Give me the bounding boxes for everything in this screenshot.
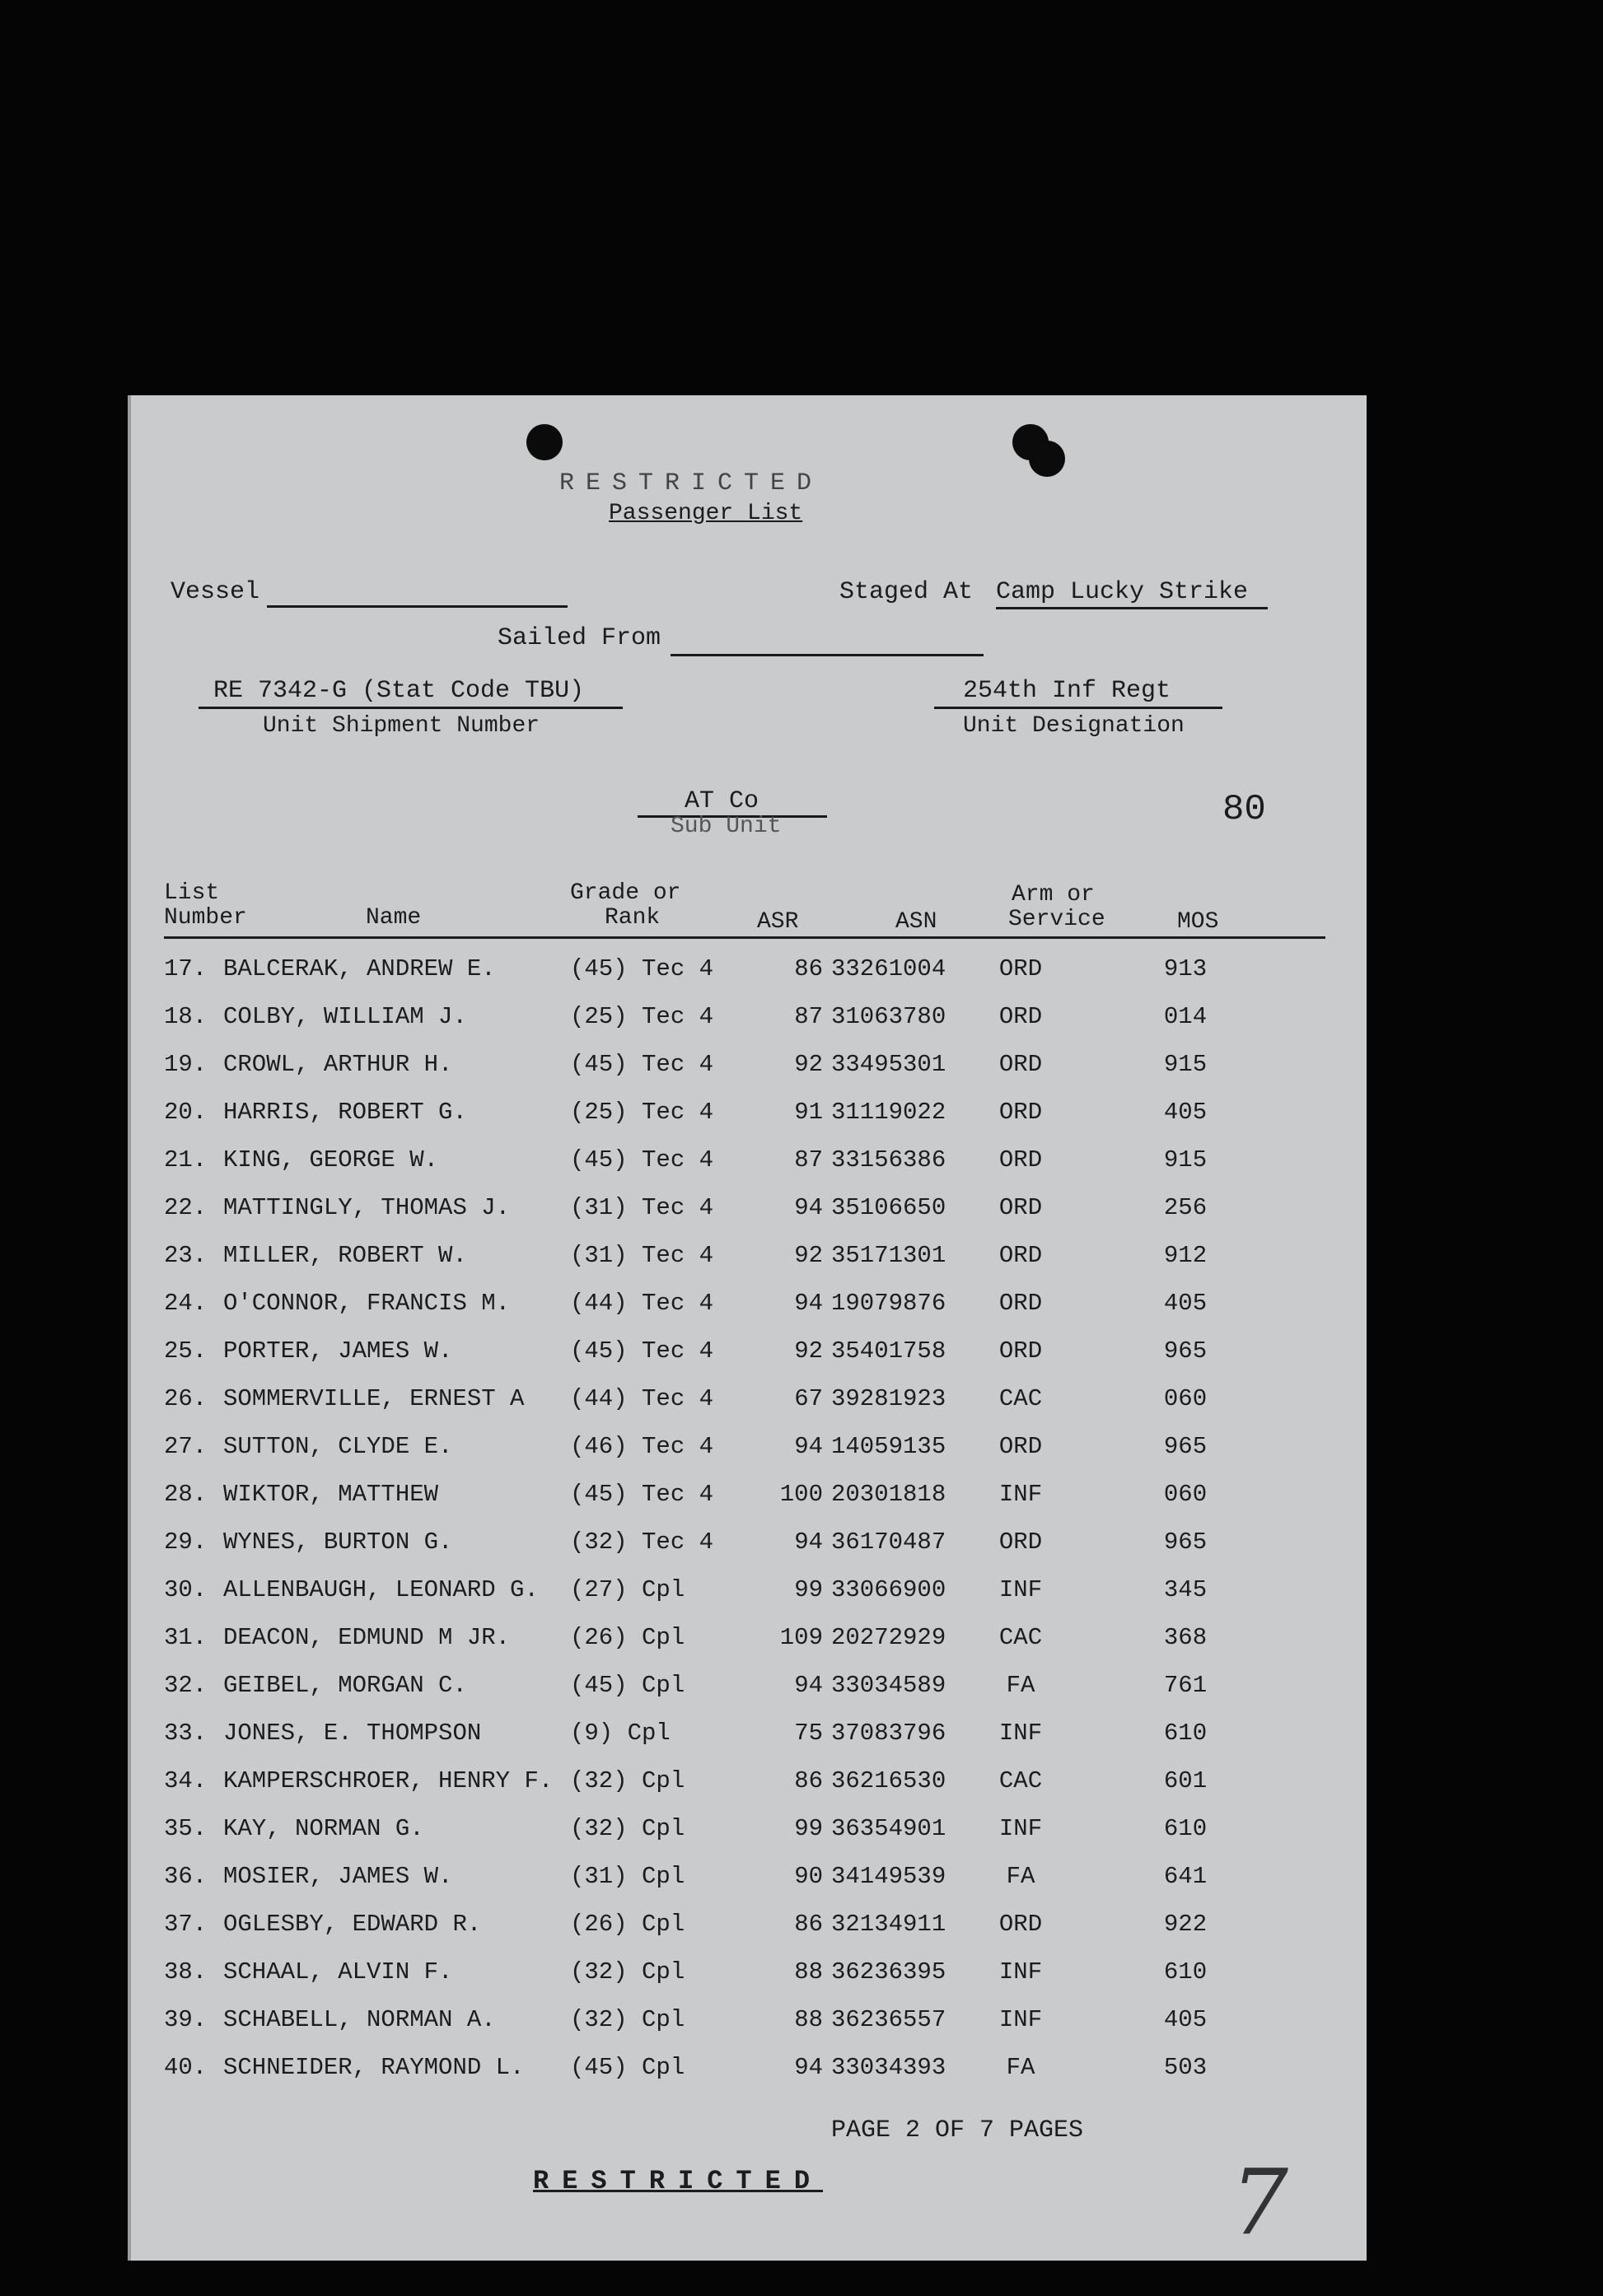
- table-row: 32. GEIBEL, MORGAN C. (45) Cpl 94 33034589 FA 761: [164, 1672, 1208, 1699]
- shipment-label: Unit Shipment Number: [263, 713, 540, 739]
- shipment-line: [199, 707, 623, 709]
- table-row: 35. KAY, NORMAN G. (32) Cpl 99 36354901 INF 610: [164, 1815, 1208, 1842]
- col-header-name: Name: [366, 905, 422, 931]
- table-row: 36. MOSIER, JAMES W. (31) Cpl 90 34149539 FA 641: [164, 1863, 1208, 1890]
- col-header-list: List Number: [164, 880, 247, 931]
- table-row: 39. SCHABELL, NORMAN A. (32) Cpl 88 36236557 INF 405: [164, 2006, 1208, 2033]
- table-row: 27. SUTTON, CLYDE E. (46) Tec 4 94 14059135 ORD 965: [164, 1433, 1208, 1460]
- table-row: 33. JONES, E. THOMPSON (9) Cpl 75 37083796 INF 610: [164, 1720, 1208, 1747]
- classification-top: RESTRICTED: [559, 469, 824, 497]
- table-row: 30. ALLENBAUGH, LEONARD G. (27) Cpl 99 33066900 INF 345: [164, 1576, 1208, 1603]
- col-header-arm: Arm or Service: [1008, 882, 1105, 932]
- table-row: 34. KAMPERSCHROER, HENRY F. (32) Cpl 86 36216530 CAC 601: [164, 1767, 1208, 1794]
- list-title: Passenger List: [609, 501, 803, 526]
- col-header-asr: ASR: [757, 909, 799, 935]
- page-number: 80: [1222, 789, 1266, 830]
- punch-hole: [526, 424, 563, 460]
- col-header-grade: Grade or Rank: [570, 880, 681, 931]
- col-header-mos: MOS: [1177, 909, 1219, 935]
- vessel-label: Vessel: [171, 578, 260, 606]
- col-header-asn: ASN: [895, 909, 937, 935]
- table-row: 18. COLBY, WILLIAM J. (25) Tec 4 87 31063780 ORD 014: [164, 1003, 1208, 1030]
- sailed-line: [671, 654, 984, 656]
- table-row: 24. O'CONNOR, FRANCIS M. (44) Tec 4 94 19079876 ORD 405: [164, 1290, 1208, 1317]
- header-rule: [164, 936, 1325, 939]
- shipment-value: RE 7342-G (Stat Code TBU): [213, 677, 585, 705]
- designation-label: Unit Designation: [963, 713, 1185, 739]
- subunit-label: Sub Unit: [671, 814, 782, 839]
- designation-value: 254th Inf Regt: [963, 677, 1171, 705]
- document-page: [128, 395, 1367, 2261]
- punch-hole: [1029, 441, 1065, 477]
- table-row: 23. MILLER, ROBERT W. (31) Tec 4 92 35171301 ORD 912: [164, 1242, 1208, 1269]
- table-row: 25. PORTER, JAMES W. (45) Tec 4 92 35401758 ORD 965: [164, 1337, 1208, 1365]
- handwritten-mark: 7: [1231, 2149, 1288, 2255]
- table-row: 21. KING, GEORGE W. (45) Tec 4 87 33156386 ORD 915: [164, 1146, 1208, 1174]
- table-row: 31. DEACON, EDMUND M JR. (26) Cpl 109 20272929 CAC 368: [164, 1624, 1208, 1651]
- table-row: 40. SCHNEIDER, RAYMOND L. (45) Cpl 94 33034393 FA 503: [164, 2054, 1208, 2081]
- table-row: 29. WYNES, BURTON G. (32) Tec 4 94 36170487 ORD 965: [164, 1528, 1208, 1556]
- staged-label: Staged At: [839, 578, 974, 606]
- subunit-value: AT Co: [685, 787, 759, 815]
- table-row: 38. SCHAAL, ALVIN F. (32) Cpl 88 36236395 INF 610: [164, 1958, 1208, 1986]
- table-row: 37. OGLESBY, EDWARD R. (26) Cpl 86 32134911 ORD 922: [164, 1911, 1208, 1938]
- sailed-label: Sailed From: [498, 624, 661, 652]
- staged-value: Camp Lucky Strike: [996, 578, 1249, 606]
- page-indicator: PAGE 2 OF 7 PAGES: [831, 2116, 1084, 2144]
- classification-bottom: RESTRICTED: [533, 2166, 824, 2196]
- table-row: 26. SOMMERVILLE, ERNEST A (44) Tec 4 67 39281923 CAC 060: [164, 1385, 1208, 1412]
- table-row: 20. HARRIS, ROBERT G. (25) Tec 4 91 31119022 ORD 405: [164, 1099, 1208, 1126]
- table-row: 22. MATTINGLY, THOMAS J. (31) Tec 4 94 35106650 ORD 256: [164, 1194, 1208, 1221]
- table-row: 19. CROWL, ARTHUR H. (45) Tec 4 92 33495301 ORD 915: [164, 1051, 1208, 1078]
- designation-line: [934, 707, 1222, 709]
- staged-line: [996, 607, 1268, 609]
- table-row: 17. BALCERAK, ANDREW E. (45) Tec 4 86 33261004 ORD 913: [164, 955, 1208, 982]
- vessel-line: [267, 605, 568, 608]
- table-row: 28. WIKTOR, MATTHEW (45) Tec 4 100 20301818 INF 060: [164, 1481, 1208, 1508]
